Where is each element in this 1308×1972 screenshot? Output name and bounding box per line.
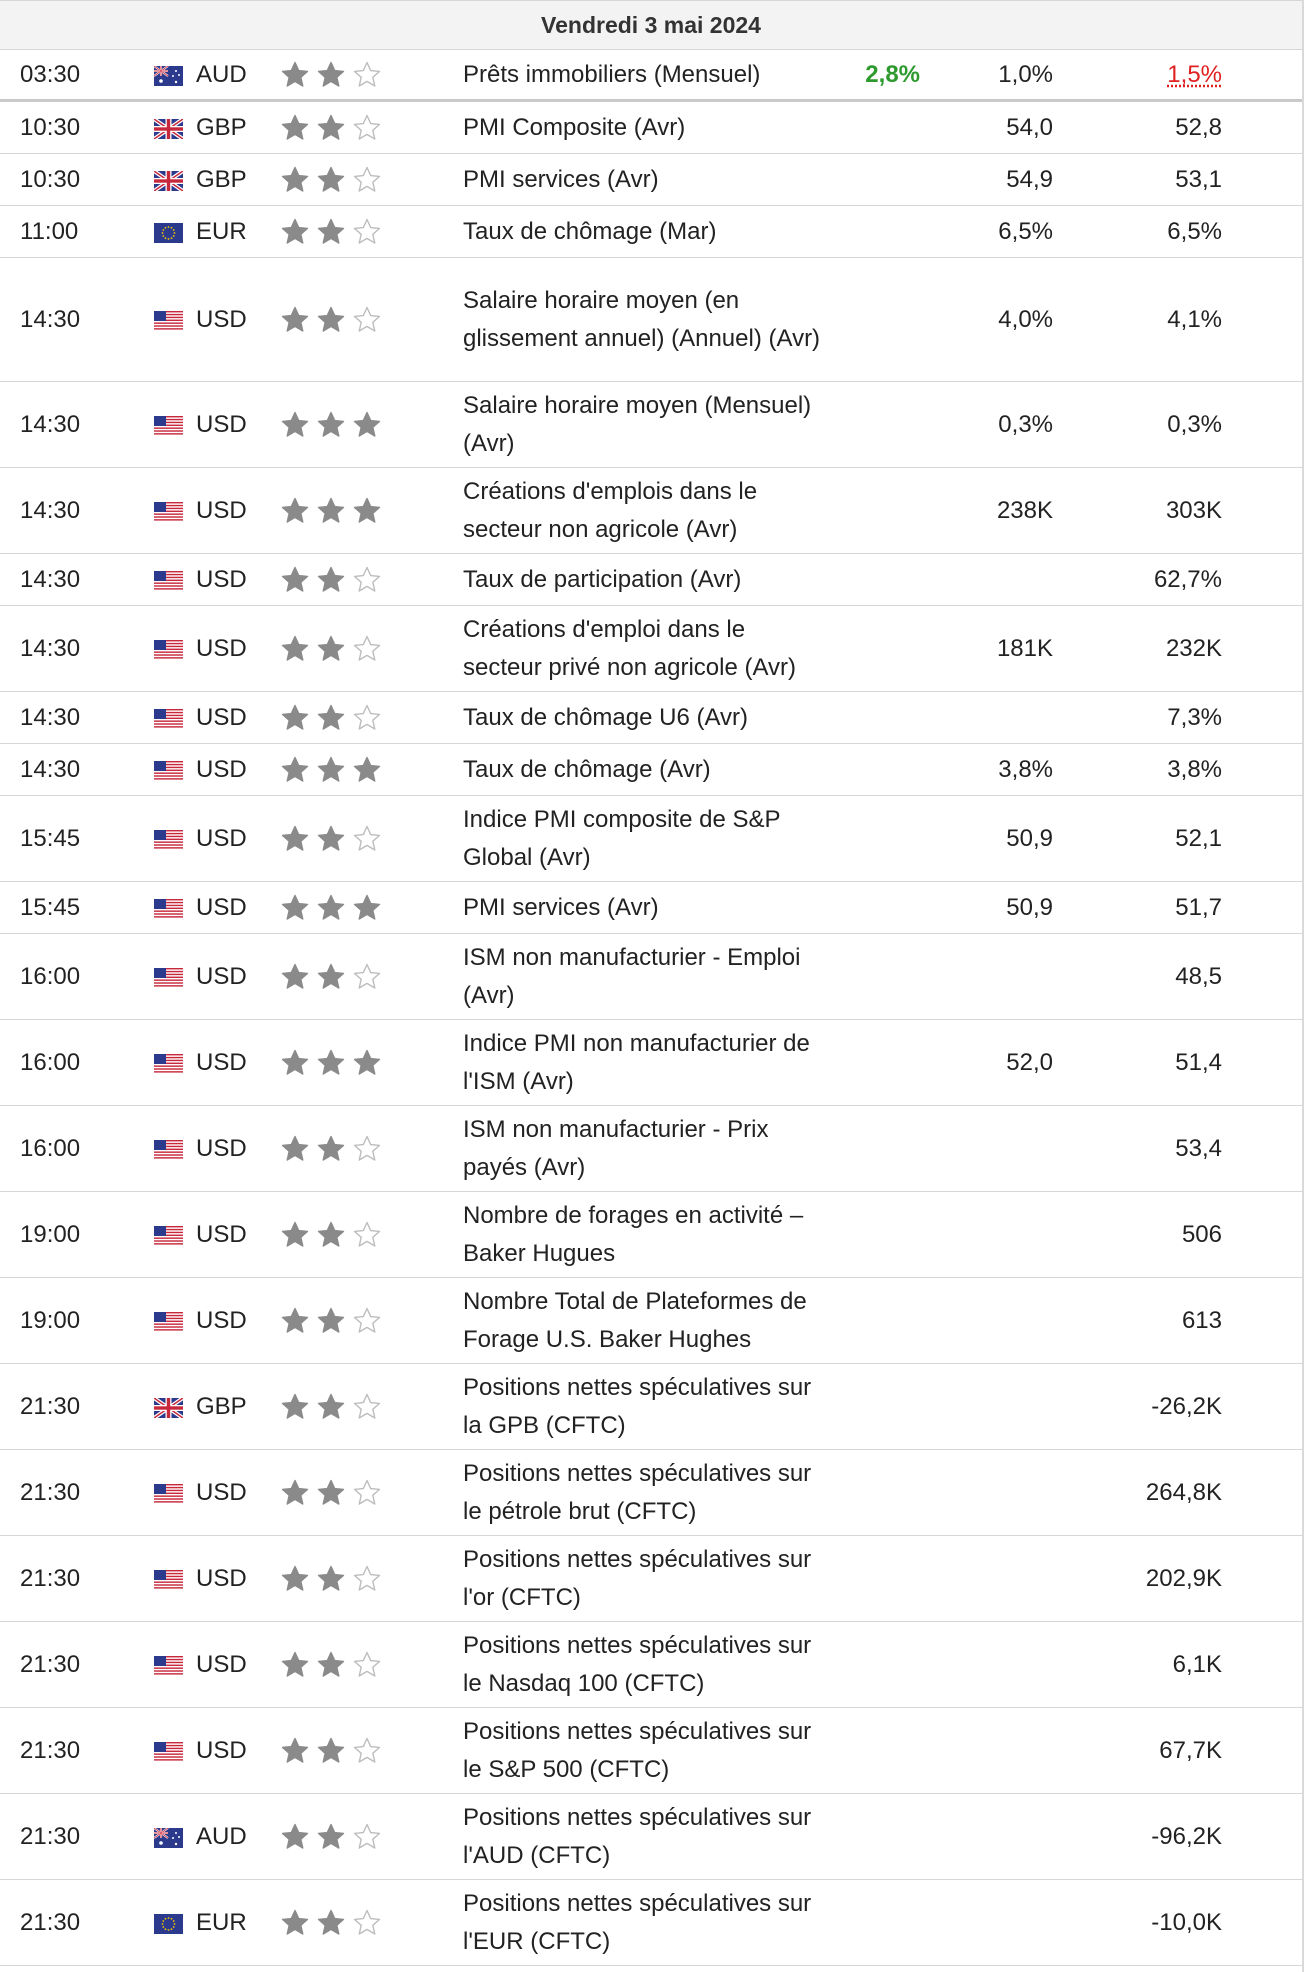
event-row[interactable] (0, 50, 1302, 102)
currency-code: EUR (196, 217, 247, 245)
currency-code: GBP (196, 1392, 247, 1420)
event-time: 14:30 (20, 305, 81, 333)
star-filled-icon (316, 755, 346, 785)
us-flag-icon (154, 570, 183, 590)
star-filled-icon (280, 1822, 310, 1852)
previous-value: 202,9K (1145, 1564, 1222, 1592)
previous-value: 62,7% (1153, 565, 1222, 593)
au-flag-icon (154, 65, 183, 85)
currency-code: USD (196, 824, 247, 852)
us-flag-icon (154, 1053, 183, 1073)
gb-flag-icon (154, 1397, 183, 1417)
event-row[interactable] (0, 744, 1302, 796)
event-name[interactable]: Taux de chômage (Avr) (463, 755, 711, 783)
event-row[interactable] (0, 206, 1302, 258)
event-name[interactable]: Positions nettes spéculatives sur le S&P 500 (CFTC) (463, 1717, 812, 1783)
star-empty-icon (352, 113, 382, 143)
star-filled-icon (316, 217, 346, 247)
event-row[interactable] (0, 1020, 1302, 1106)
forecast-value: 54,9 (1006, 165, 1053, 193)
event-row[interactable] (0, 1536, 1302, 1622)
event-time: 21:30 (20, 1392, 81, 1420)
star-filled-icon (280, 893, 310, 923)
importance-stars (280, 305, 382, 335)
star-filled-icon (280, 1392, 310, 1422)
event-row[interactable] (0, 554, 1302, 606)
event-row[interactable] (0, 1106, 1302, 1192)
previous-value: 51,7 (1175, 893, 1222, 921)
star-filled-icon (316, 1650, 346, 1680)
star-filled-icon (316, 1392, 346, 1422)
event-row[interactable] (0, 258, 1302, 382)
star-empty-icon (352, 1650, 382, 1680)
currency-code: EUR (196, 1908, 247, 1936)
us-flag-icon (154, 310, 183, 330)
currency-code: USD (196, 703, 247, 731)
us-flag-icon (154, 1311, 183, 1331)
currency-code: USD (196, 755, 247, 783)
event-name[interactable]: Taux de participation (Avr) (463, 565, 742, 593)
us-flag-icon (154, 415, 183, 435)
star-filled-icon (280, 962, 310, 992)
event-name[interactable]: Positions nettes spéculatives sur le pétrole brut (CFTC) (463, 1459, 812, 1525)
importance-stars (280, 1134, 382, 1164)
currency-code: USD (196, 1478, 247, 1506)
star-filled-icon (316, 165, 346, 195)
previous-value: -96,2K (1151, 1822, 1222, 1850)
star-filled-icon (316, 962, 346, 992)
star-filled-icon (280, 496, 310, 526)
date-header-label: Vendredi 3 mai 2024 (541, 11, 761, 38)
importance-stars (280, 60, 382, 90)
event-name[interactable]: ISM non manufacturier - Prix payés (Avr) (463, 1115, 769, 1181)
event-row[interactable] (0, 382, 1302, 468)
event-list (0, 50, 1302, 1966)
star-filled-icon (316, 305, 346, 335)
event-row[interactable] (0, 102, 1302, 154)
event-name[interactable]: Créations d'emploi dans le secteur privé non agricole (Avr) (463, 615, 797, 681)
previous-value: 7,3% (1167, 703, 1222, 731)
event-name[interactable]: PMI services (Avr) (463, 165, 659, 193)
event-name[interactable]: Indice PMI composite de S&P Global (Avr) (463, 805, 781, 871)
event-row[interactable] (0, 606, 1302, 692)
star-empty-icon (352, 217, 382, 247)
star-filled-icon (280, 1048, 310, 1078)
event-row[interactable] (0, 468, 1302, 554)
event-time: 21:30 (20, 1822, 81, 1850)
event-name[interactable]: Taux de chômage (Mar) (463, 217, 717, 245)
currency-code: USD (196, 410, 247, 438)
event-row[interactable] (0, 1794, 1302, 1880)
previous-value: 3,8% (1167, 755, 1222, 783)
star-empty-icon (352, 1478, 382, 1508)
event-name[interactable]: Positions nettes spéculatives sur l'or (CFTC) (463, 1545, 812, 1611)
previous-value: 6,5% (1167, 217, 1222, 245)
star-filled-icon (316, 410, 346, 440)
au-flag-icon (154, 1827, 183, 1847)
event-name[interactable]: PMI services (Avr) (463, 893, 659, 921)
star-filled-icon (280, 755, 310, 785)
star-empty-icon (352, 305, 382, 335)
star-filled-icon (352, 755, 382, 785)
star-filled-icon (280, 1650, 310, 1680)
previous-value: 48,5 (1175, 962, 1222, 990)
event-time: 15:45 (20, 824, 81, 852)
importance-stars (280, 496, 382, 526)
currency-code: USD (196, 305, 247, 333)
event-time: 21:30 (20, 1908, 81, 1936)
previous-value: 1,5% (1167, 60, 1222, 88)
event-time: 11:00 (20, 217, 79, 245)
forecast-value: 1,0% (998, 60, 1053, 88)
currency-code: USD (196, 1306, 247, 1334)
star-filled-icon (280, 1134, 310, 1164)
currency-code: USD (196, 1650, 247, 1678)
forecast-value: 181K (996, 634, 1053, 662)
star-filled-icon (316, 703, 346, 733)
star-empty-icon (352, 634, 382, 664)
star-filled-icon (352, 1048, 382, 1078)
event-name[interactable]: Nombre de forages en activité – Baker Hugues (463, 1201, 804, 1267)
star-filled-icon (280, 634, 310, 664)
currency-code: AUD (196, 1822, 247, 1850)
importance-stars (280, 1908, 382, 1938)
star-filled-icon (280, 565, 310, 595)
star-empty-icon (352, 1908, 382, 1938)
previous-value: 53,1 (1175, 165, 1222, 193)
us-flag-icon (154, 1225, 183, 1245)
event-name[interactable]: Prêts immobiliers (Mensuel) (463, 60, 761, 88)
event-name[interactable]: Salaire horaire moyen (Mensuel) (Avr) (463, 391, 812, 457)
event-time: 14:30 (20, 565, 81, 593)
currency-code: USD (196, 634, 247, 662)
star-filled-icon (280, 60, 310, 90)
previous-value: 51,4 (1175, 1048, 1222, 1076)
event-row[interactable] (0, 154, 1302, 206)
importance-stars (280, 1306, 382, 1336)
event-row[interactable] (0, 1708, 1302, 1794)
importance-stars (280, 1220, 382, 1250)
previous-value: -26,2K (1151, 1392, 1222, 1420)
us-flag-icon (154, 1569, 183, 1589)
importance-stars (280, 565, 382, 595)
event-name[interactable]: Positions nettes spéculatives sur le Nasdaq 100 (CFTC) (463, 1631, 812, 1697)
event-name[interactable]: Taux de chômage U6 (Avr) (463, 703, 749, 731)
importance-stars (280, 1048, 382, 1078)
previous-value: 0,3% (1167, 410, 1222, 438)
star-empty-icon (352, 1564, 382, 1594)
previous-value: 506 (1181, 1220, 1222, 1248)
previous-value: 67,7K (1159, 1736, 1222, 1764)
previous-value: 4,1% (1167, 305, 1222, 333)
star-empty-icon (352, 962, 382, 992)
event-time: 21:30 (20, 1650, 81, 1678)
forecast-value: 4,0% (998, 305, 1053, 333)
previous-value: -10,0K (1151, 1908, 1222, 1936)
event-row[interactable] (0, 1192, 1302, 1278)
us-flag-icon (154, 898, 183, 918)
us-flag-icon (154, 1139, 183, 1159)
star-filled-icon (280, 1220, 310, 1250)
star-empty-icon (352, 824, 382, 854)
star-filled-icon (316, 824, 346, 854)
star-filled-icon (280, 410, 310, 440)
event-time: 16:00 (20, 1048, 81, 1076)
currency-code: USD (196, 1736, 247, 1764)
event-name[interactable]: Positions nettes spéculatives sur l'AUD (CFTC) (463, 1803, 812, 1869)
star-filled-icon (280, 165, 310, 195)
currency-code: USD (196, 962, 247, 990)
importance-stars (280, 824, 382, 854)
importance-stars (280, 1822, 382, 1852)
event-time: 21:30 (20, 1564, 81, 1592)
event-time: 14:30 (20, 755, 81, 783)
importance-stars (280, 893, 382, 923)
star-filled-icon (316, 1908, 346, 1938)
currency-code: USD (196, 893, 247, 921)
event-row[interactable] (0, 692, 1302, 744)
event-row[interactable] (0, 1622, 1302, 1708)
previous-value: 613 (1181, 1306, 1222, 1334)
gb-flag-icon (154, 118, 183, 138)
us-flag-icon (154, 1483, 183, 1503)
star-filled-icon (316, 1736, 346, 1766)
forecast-value: 50,9 (1006, 893, 1053, 921)
event-row[interactable] (0, 934, 1302, 1020)
eu-flag-icon (154, 222, 183, 242)
forecast-value: 50,9 (1006, 824, 1053, 852)
previous-value: 52,8 (1175, 113, 1222, 141)
event-time: 14:30 (20, 410, 81, 438)
forecast-value: 52,0 (1006, 1048, 1053, 1076)
previous-value: 52,1 (1175, 824, 1222, 852)
importance-stars (280, 703, 382, 733)
star-filled-icon (316, 496, 346, 526)
currency-code: USD (196, 1564, 247, 1592)
star-empty-icon (352, 1306, 382, 1336)
gb-flag-icon (154, 170, 183, 190)
star-filled-icon (316, 60, 346, 90)
star-filled-icon (280, 1736, 310, 1766)
star-filled-icon (280, 703, 310, 733)
importance-stars (280, 1650, 382, 1680)
us-flag-icon (154, 639, 183, 659)
previous-value: 264,8K (1145, 1478, 1222, 1506)
importance-stars (280, 1478, 382, 1508)
event-time: 14:30 (20, 634, 81, 662)
importance-stars (280, 1392, 382, 1422)
event-time: 14:30 (20, 496, 81, 524)
date-header (0, 0, 1302, 50)
event-row[interactable] (0, 882, 1302, 934)
star-empty-icon (352, 165, 382, 195)
event-row[interactable] (0, 1364, 1302, 1450)
previous-value: 232K (1165, 634, 1222, 662)
star-empty-icon (352, 1134, 382, 1164)
event-row[interactable] (0, 1278, 1302, 1364)
importance-stars (280, 1564, 382, 1594)
star-filled-icon (316, 113, 346, 143)
us-flag-icon (154, 760, 183, 780)
event-time: 10:30 (20, 165, 81, 193)
event-name[interactable]: Créations d'emplois dans le secteur non agricole (Avr) (463, 477, 758, 543)
star-filled-icon (352, 496, 382, 526)
star-filled-icon (316, 1134, 346, 1164)
eu-flag-icon (154, 1913, 183, 1933)
star-filled-icon (280, 1908, 310, 1938)
event-row[interactable] (0, 1450, 1302, 1536)
star-filled-icon (280, 113, 310, 143)
us-flag-icon (154, 708, 183, 728)
currency-code: GBP (196, 113, 247, 141)
event-name[interactable]: Salaire horaire moyen (en glissement annuel) (Annuel) (Avr) (463, 286, 821, 352)
star-filled-icon (316, 1564, 346, 1594)
star-filled-icon (316, 1478, 346, 1508)
importance-stars (280, 217, 382, 247)
star-filled-icon (280, 1306, 310, 1336)
importance-stars (280, 755, 382, 785)
event-time: 16:00 (20, 1134, 81, 1162)
us-flag-icon (154, 1741, 183, 1761)
star-empty-icon (352, 1822, 382, 1852)
event-row[interactable] (0, 796, 1302, 882)
currency-code: USD (196, 1134, 247, 1162)
importance-stars (280, 410, 382, 440)
actual-value: 2,8% (865, 60, 920, 88)
event-name[interactable]: PMI Composite (Avr) (463, 113, 686, 141)
forecast-value: 3,8% (998, 755, 1053, 783)
event-time: 21:30 (20, 1736, 81, 1764)
event-time: 21:30 (20, 1478, 81, 1506)
previous-value: 6,1K (1172, 1650, 1222, 1678)
currency-code: USD (196, 1220, 247, 1248)
star-filled-icon (316, 1220, 346, 1250)
importance-stars (280, 1736, 382, 1766)
forecast-value: 6,5% (998, 217, 1053, 245)
currency-code: AUD (196, 60, 247, 88)
event-name[interactable]: Indice PMI non manufacturier de l'ISM (Avr) (463, 1029, 810, 1095)
star-empty-icon (352, 1392, 382, 1422)
event-time: 15:45 (20, 893, 81, 921)
star-empty-icon (352, 703, 382, 733)
star-filled-icon (316, 1822, 346, 1852)
us-flag-icon (154, 1655, 183, 1675)
event-time: 19:00 (20, 1306, 81, 1334)
star-empty-icon (352, 565, 382, 595)
star-empty-icon (352, 60, 382, 90)
us-flag-icon (154, 829, 183, 849)
currency-code: USD (196, 496, 247, 524)
currency-code: USD (196, 565, 247, 593)
event-name[interactable]: Positions nettes spéculatives sur l'EUR (CFTC) (463, 1889, 812, 1955)
event-row[interactable] (0, 1880, 1302, 1966)
star-filled-icon (280, 1564, 310, 1594)
event-name[interactable]: Positions nettes spéculatives sur la GPB (CFTC) (463, 1373, 812, 1439)
star-filled-icon (280, 1478, 310, 1508)
star-filled-icon (352, 410, 382, 440)
event-name[interactable]: ISM non manufacturier - Emploi (Avr) (463, 943, 801, 1009)
star-filled-icon (280, 217, 310, 247)
star-filled-icon (316, 565, 346, 595)
star-filled-icon (280, 305, 310, 335)
star-filled-icon (316, 1048, 346, 1078)
forecast-value: 54,0 (1006, 113, 1053, 141)
currency-code: GBP (196, 165, 247, 193)
previous-value: 303K (1165, 496, 1222, 524)
importance-stars (280, 962, 382, 992)
event-time: 10:30 (20, 113, 81, 141)
event-name[interactable]: Nombre Total de Plateformes de Forage U.S. Baker Hughes (463, 1287, 807, 1353)
previous-value: 53,4 (1175, 1134, 1222, 1162)
event-time: 19:00 (20, 1220, 81, 1248)
importance-stars (280, 113, 382, 143)
event-time: 16:00 (20, 962, 81, 990)
importance-stars (280, 634, 382, 664)
star-empty-icon (352, 1736, 382, 1766)
star-filled-icon (316, 893, 346, 923)
star-filled-icon (280, 824, 310, 854)
star-empty-icon (352, 1220, 382, 1250)
importance-stars (280, 165, 382, 195)
us-flag-icon (154, 967, 183, 987)
forecast-value: 238K (996, 496, 1053, 524)
star-filled-icon (316, 1306, 346, 1336)
event-time: 14:30 (20, 703, 81, 731)
star-filled-icon (316, 634, 346, 664)
star-filled-icon (352, 893, 382, 923)
currency-code: USD (196, 1048, 247, 1076)
forecast-value: 0,3% (998, 410, 1053, 438)
us-flag-icon (154, 501, 183, 521)
event-time: 03:30 (20, 60, 81, 88)
